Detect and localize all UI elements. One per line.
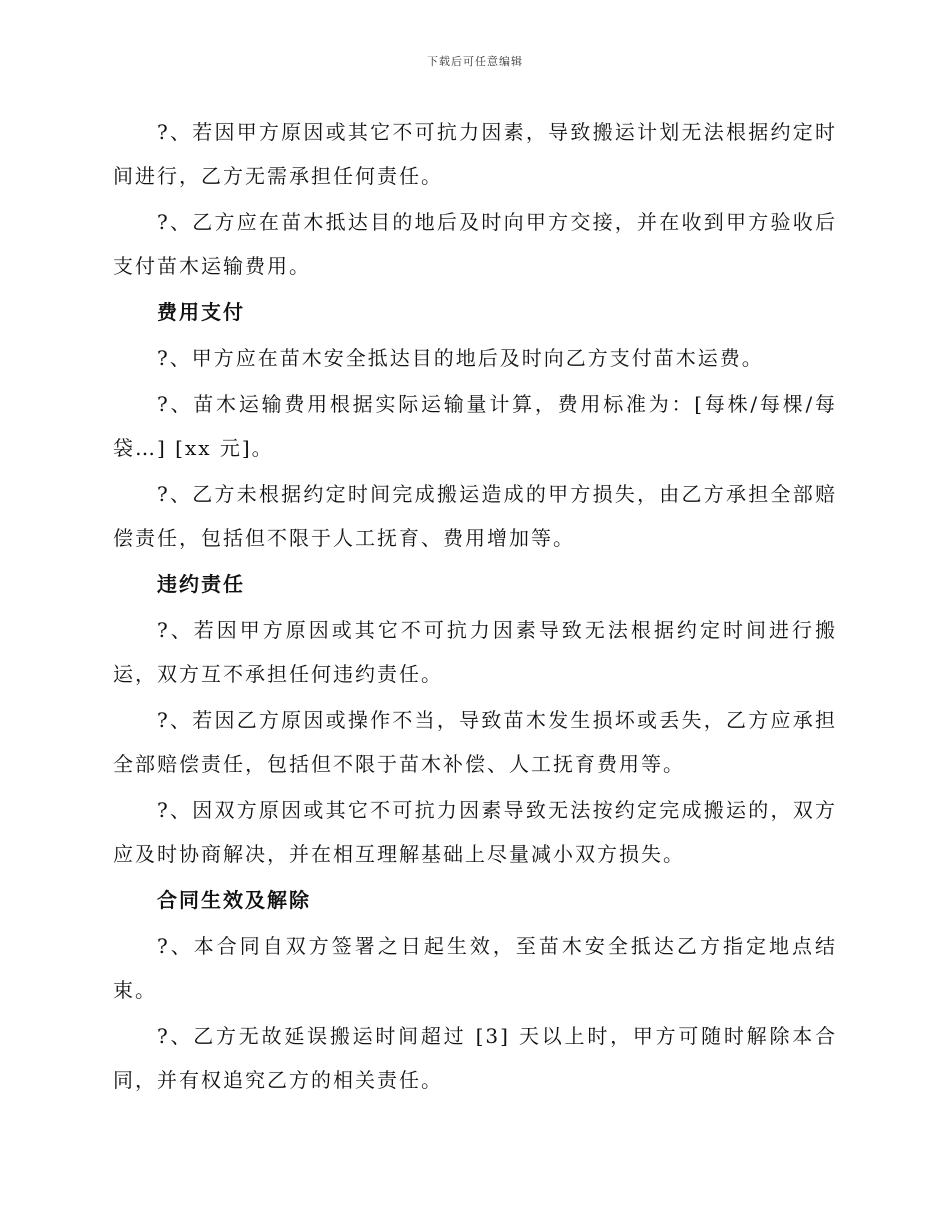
document-body — [113, 110, 837, 1104]
section-heading-breach: 违约责任 — [157, 572, 245, 596]
clause-paragraph: ?、乙方未根据约定时间完成搬运造成的甲方损失，由乙方承担全部赔偿责任，包括但不限于人工抚育、费用增加等。 — [113, 482, 837, 550]
page-header: 下载后可任意编辑 — [427, 55, 523, 68]
clause-paragraph: ?、本合同自双方签署之日起生效，至苗木安全抵达乙方指定地点结束。 — [113, 934, 837, 1002]
clause-paragraph: ?、若因甲方原因或其它不可抗力因素，导致搬运计划无法根据约定时间进行，乙方无需承担任何责任。 — [113, 120, 837, 188]
clause-paragraph: ?、乙方无故延误搬运时间超过 [3] 天以上时，甲方可随时解除本合同，并有权追究乙方的相关责任。 — [113, 1024, 837, 1092]
clause-paragraph: ?、若因甲方原因或其它不可抗力因素导致无法根据约定时间进行搬运，双方互不承担任何违约责任。 — [113, 618, 837, 686]
clause-paragraph: ?、若因乙方原因或操作不当，导致苗木发生损坏或丢失，乙方应承担全部赔偿责任，包括但不限于苗木补偿、人工抚育费用等。 — [113, 708, 837, 776]
clause-paragraph: ?、因双方原因或其它不可抗力因素导致无法按约定完成搬运的，双方应及时协商解决，并在相互理解基础上尽量减小双方损失。 — [113, 798, 837, 866]
clause-paragraph: ?、甲方应在苗木安全抵达目的地后及时向乙方支付苗木运费。 — [157, 346, 764, 370]
section-heading-effect-termination: 合同生效及解除 — [157, 888, 311, 912]
clause-paragraph: ?、苗木运输费用根据实际运输量计算，费用标准为：[每株/每棵/每袋…] [xx 元]。 — [113, 392, 837, 460]
clause-paragraph: ?、乙方应在苗木抵达目的地后及时向甲方交接，并在收到甲方验收后支付苗木运输费用。 — [113, 210, 837, 278]
section-heading-payment: 费用支付 — [157, 300, 245, 324]
